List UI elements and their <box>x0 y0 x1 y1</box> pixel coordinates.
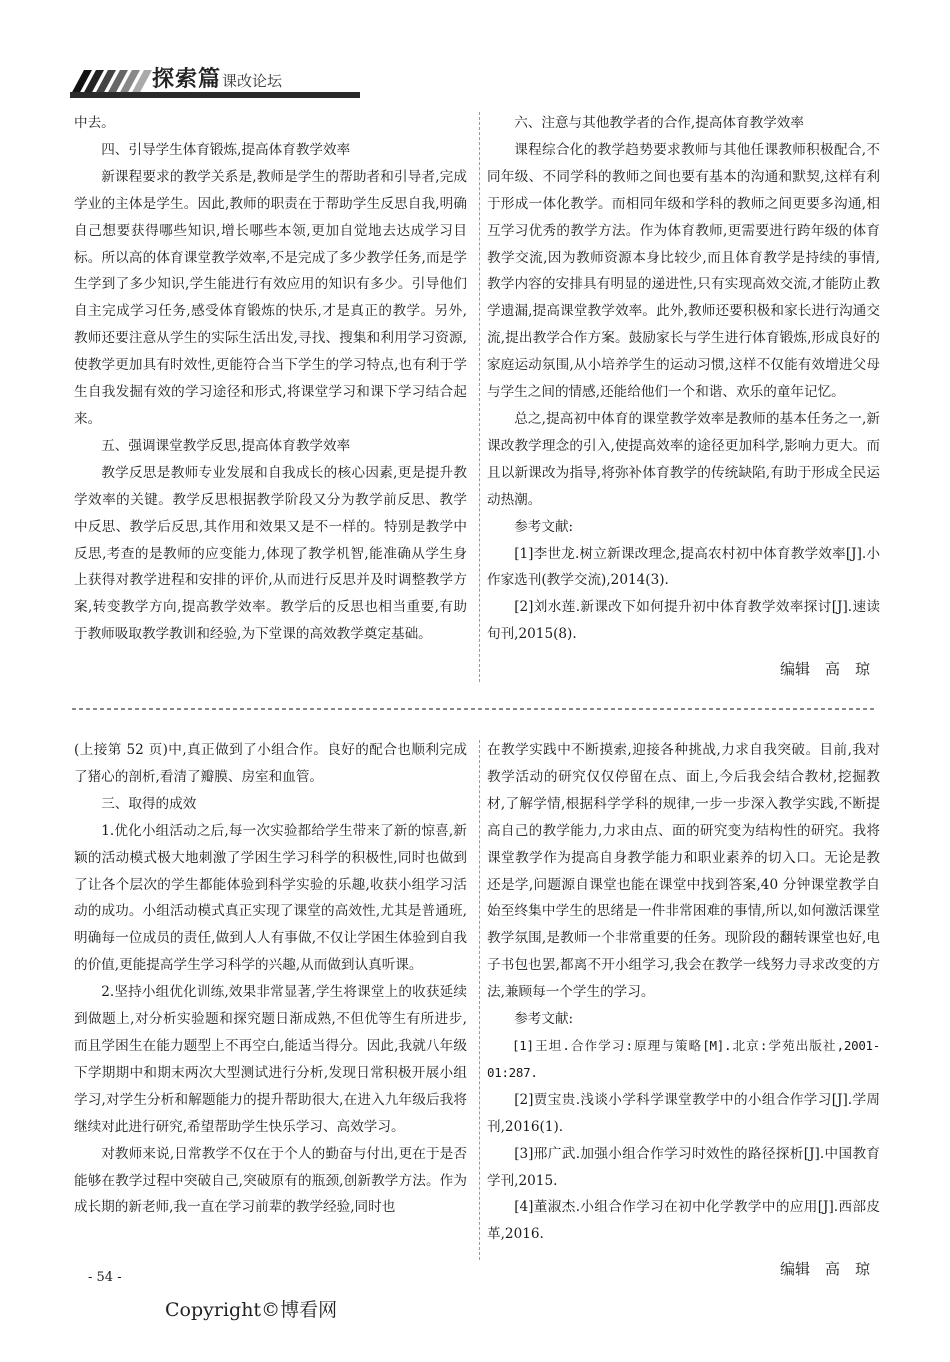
body-paragraph: 1.优化小组活动之后,每一次实验都给学生带来了新的惊喜,新颖的活动模式极大地刺激了学困生学习科学的积极性,同时也做到了让各个层次的学生都能体验到科学实验的乐趣,收获小组学习活动的成功。小组活动模式真正实现了课堂的高效性,尤其是普通班,明确每一位成员的责任,做到人人有事做,不仅让学困生体验到自我的价值,更能提高学生学习科学的兴趣,从而做到认真听课。 <box>74 822 467 974</box>
section-title: 探索篇 <box>152 66 222 92</box>
top-right-column <box>487 110 880 683</box>
top-column-divider <box>479 112 480 682</box>
reference-item: [1]王坦.合作学习:原理与策略[M].北京:学苑出版社,2001-01:287. <box>487 1037 880 1080</box>
body-paragraph: 对教师来说,日常教学不仅在于个人的勤奋与付出,更在于是否能够在教学过程中突破自己,突破原有的瓶颈,创新教学方法。作为成长期的新老师,我一直在学习前辈的教学经验,同时也 <box>74 1145 467 1216</box>
section-subtitle: 课改论坛 <box>222 72 283 90</box>
top-left-column <box>74 110 467 648</box>
section-heading: 参考文献: <box>514 518 574 535</box>
reference-item: [2]刘水莲.新课改下如何提升初中体育教学效率探讨[J].速读旬刊,2015(8). <box>487 599 880 643</box>
body-paragraph: 总之,提高初中体育的课堂教学效率是教师的基本任务之一,新课改教学理念的引入,使提高效率的途径更加科学,影响力更大。而且以新课改为指导,将弥补体育教学的传统缺陷,有助于形成全民运动热潮。 <box>487 410 880 508</box>
editor-credit: 编辑 高 琼 <box>779 660 870 679</box>
bottom-column-divider <box>479 740 480 1260</box>
body-paragraph: 教学反思是教师专业发展和自我成长的核心因素,更是提升教学效率的关键。教学反思根据教学阶段又分为教学前反思、教学中反思、教学后反思,其作用和效果又是不一样的。特别是教学中反思,考查的是教师的应变能力,体现了教学机智,能准确从学生身上获得对教学进程和安排的评价,从而进行反思并及时调整教学方案,转变教学方向,提高教学效率。教学后的反思也相当重要,有助于教师吸取教学教训和经验,为下堂课的高效教学奠定基础。 <box>74 464 467 643</box>
bottom-left-column <box>74 737 467 1221</box>
section-heading: 四、引导学生体育锻炼,提高体育教学效率 <box>101 141 351 158</box>
reference-item: [3]邢广武.加强小组合作学习时效性的路径探析[J].中国教育学刊,2015. <box>487 1145 880 1189</box>
page-number: - 54 - <box>88 1270 122 1285</box>
article-separator <box>72 705 877 713</box>
section-heading: 六、注意与其他教学者的合作,提高体育教学效率 <box>514 115 804 131</box>
body-paragraph: 2.坚持小组优化训练,效果非常显著,学生将课堂上的收获延续到做题上,对分析实验题和探究题日渐成熟,不但优等生有所进步,而且学困生在能力题型上不再空白,能适当得分。因此,我就八年级下学期期中和期末两次大型测试进行分析,发现日常积极开展小组学习,对学生分析和解题能力的提升帮助很大,在进入九年级后我将继续对此进行研究,希望帮助学生快乐学习、高效学习。 <box>74 984 467 1135</box>
body-text: 在教学实践中不断摸索,迎接各种挑战,力求自我突破。目前,我对教学活动的研究仅仅停留在点、面上,今后我会结合教材,挖掘教材,了解学情,根据科学学科的规律,一步一步深入教学实践,不断提高自己的教学能力,力求由点、面的研究变为结构性的研究。我将课堂教学作为提高自身教学能力和职业素养的切入口。无论是教还是学,问题源自课堂也能在课堂中找到答案,40 分钟课堂教学自始至终集中学生的思绪是一件非常困难的事情,所以,如何激活课堂教学氛围,是教师一个非常重要的任务。现阶段的翻转课堂也好,电子书包也罢,都离不开小组学习,我会在教学一线努力寻求改变的方法,兼顾每一个学生的学习。 <box>487 742 880 1001</box>
body-paragraph: 新课程要求的教学关系是,教师是学生的帮助者和引导者,完成学业的主体是学生。因此,教师的职责在于帮助学生反思自我,明确自己想要获得哪些知识,增长哪些本领,更加自觉地去达成学习目标。所以高的体育课堂教学效率,不是完成了多少教学任务,而是学生学到了多少知识,学生能进行有效应用的知识有多少。引导他们自主完成学习任务,感受体育锻炼的快乐,才是真正的教学。另外,教师还要注意从学生的实际生活出发,寻找、搜集和利用学习资源,使教学更加具有时效性,更能符合当下学生的学习特点,也有利于学生自我发掘有效的学习途径和形式,将课堂学习和课下学习结合起来。 <box>74 168 467 427</box>
reference-item: [1]李世龙.树立新课改理念,提高农村初中体育教学效率[J].小作家选刊(教学交流),2014(3). <box>487 545 880 589</box>
body-text: (上接第 52 页)中,真正做到了小组合作。良好的配合也顺利完成了猪心的剖析,看清了瓣膜、房室和血管。 <box>74 742 467 785</box>
section-heading: 参考文献: <box>514 1011 574 1028</box>
reference-item: [4]董淑杰.小组合作学习在初中化学教学中的应用[J].西部皮革,2016. <box>487 1199 880 1243</box>
body-paragraph: 课程综合化的教学趋势要求教师与其他任课教师积极配合,不同年级、不同学科的教师之间也要有基本的沟通和默契,这样有利于形成一体化教学。而相同年级和学科的教师之间更要多沟通,相互学习优秀的教学方法。作为体育教师,更需要进行跨年级的体育教学交流,因为教师资源本身比较少,而且体育教学是持续的事情,教学内容的安排具有明显的递进性,只有实现高效交流,才能防止教学遗漏,提高课堂教学效率。此外,教师还要积极和家长进行沟通交流,提出教学合作方案。鼓励家长与学生进行体育锻炼,形成良好的家庭运动氛围,从小培养学生的运动习惯,这样不仅能有效增进父母与学生之间的情感,还能给他们一个和谐、欢乐的童年记忆。 <box>487 141 880 401</box>
reference-item: [2]贾宝贵.浅谈小学科学课堂教学中的小组合作学习[J].学周刊,2016(1). <box>487 1091 880 1135</box>
section-heading: 三、取得的成效 <box>101 795 197 812</box>
copyright-notice: Copyright©博看网 <box>165 1299 338 1321</box>
editor-credit: 编辑 高 琼 <box>779 1260 870 1279</box>
bottom-right-column <box>487 737 880 1283</box>
section-heading: 五、强调课堂教学反思,提高体育教学效率 <box>101 437 351 454</box>
body-text: 中去。 <box>74 115 115 131</box>
